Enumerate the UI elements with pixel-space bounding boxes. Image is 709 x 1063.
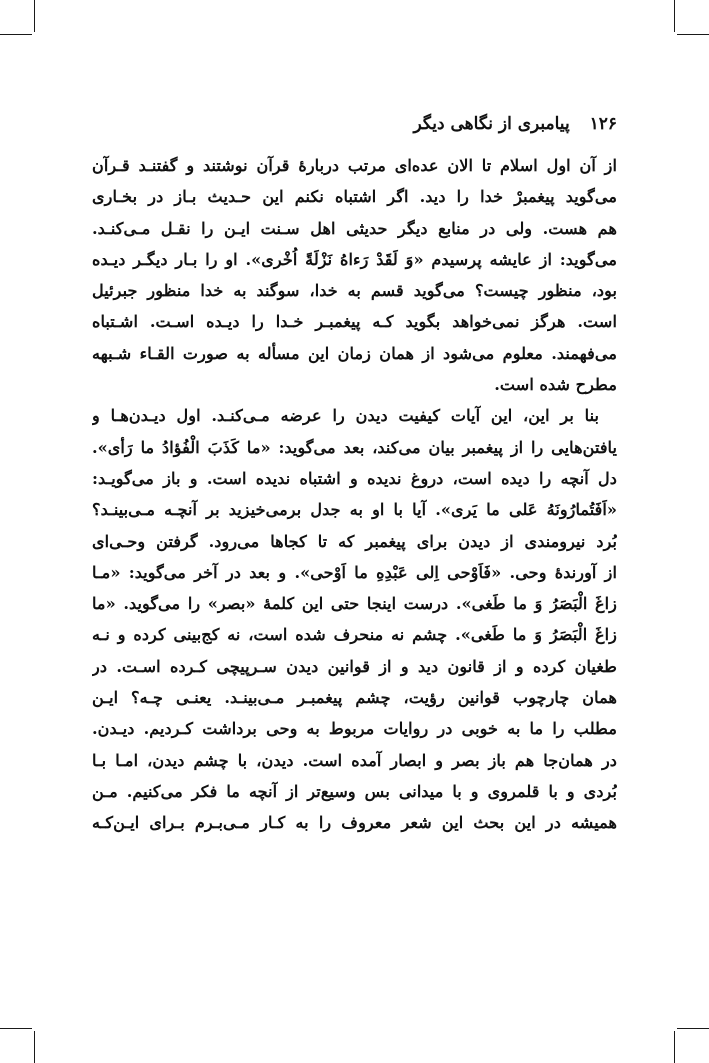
text-line: همیشه در این بحث این شعر معروف را به کـار مـی‌بـرم بـرای ایـن‌کـه bbox=[92, 813, 617, 833]
page-number: ۱۲۶ bbox=[589, 114, 617, 134]
text-line: زاغَ الْبَصَرُ وَ ما طَغى». چشم نه منحرف شده است، نه کج‌بینی کرده و نـه bbox=[92, 625, 617, 645]
text-line: می‌گوید پیغمبرْ خدا را دید. اگر اشتباه نکنم این حـدیث بـاز در بخـاری bbox=[92, 187, 617, 207]
crop-mark-bottom-right-horizontal bbox=[677, 1028, 709, 1029]
running-header bbox=[92, 114, 617, 142]
running-title: پیامبری از نگاهی دیگر bbox=[413, 114, 570, 134]
text-line: بنا بر این، این آیات کیفیت دیدن را عرضه مـی‌کنـد. اول دیـدن‌هـا و bbox=[92, 406, 599, 426]
crop-mark-top-left-vertical bbox=[34, 0, 35, 32]
text-line: یافتن‌هایی را از پیغمبر بیان می‌کند، بعد می‌گوید: «ما كَذَبَ الْفُؤادُ ما رَأى». bbox=[92, 437, 617, 457]
text-line: از آن اول اسلام تا الان عده‌ای مرتب دربارهٔ قرآن نوشتند و گفتنـد قـرآن bbox=[92, 156, 617, 175]
crop-mark-top-right-vertical bbox=[674, 0, 675, 32]
crop-mark-bottom-right-vertical bbox=[674, 1031, 675, 1063]
crop-mark-bottom-left-horizontal bbox=[0, 1028, 32, 1029]
text-line: است. هرگز نمی‌خواهد بگوید کـه پیغمبـر خـدا را دیـده اسـت. اشـتباه bbox=[92, 312, 617, 332]
text-line: مطلب را ما به خوبی در روایات مربوط به وحی برداشت کـردیم. دیـدن. bbox=[92, 719, 617, 739]
text-line: همان چارچوب قوانین رؤیت، چشم پیغمبـر مـی‌بینـد. یعنـی چـه؟ ایـن bbox=[92, 688, 617, 708]
text-line: بُردی و با قلمروی و با میدانی بس وسیع‌تر از آنچه ما فکر می‌کنیم. مـن bbox=[92, 781, 617, 801]
text-line: «اَفَتُمارُونَهُ عَلى ما يَرى». آیا با او به جدل برمی‌خیزید بر آنچـه مـی‌بینـد؟ bbox=[92, 500, 617, 520]
crop-mark-top-left-horizontal bbox=[0, 34, 32, 35]
text-line: می‌فهمند. معلوم می‌شود از همان زمان این مسأله به صورت القـاء شـبهه bbox=[92, 343, 617, 363]
text-line: دل آنچه را دیده است، دروغ ندیده و اشتباه ندیده است. و باز می‌گویـد: bbox=[92, 468, 617, 488]
text-line: طغیان کرده و از قانون دید و از قوانین دیدن سـرپیچی کـرده اسـت. در bbox=[92, 656, 617, 676]
crop-mark-top-right-horizontal bbox=[677, 34, 709, 35]
text-line: می‌گوید: از عایشه پرسیدم «وَ لَقَدْ رَءاهُ نَزْلَةً اُخْرى». او را بـار دیگـر دیـده bbox=[92, 249, 617, 269]
text-line: در همان‌جا هم باز بصر و ابصار آمده است. دیدن، با چشم دیدن، امـا بـا bbox=[92, 750, 617, 770]
text-line: بُرد نیرومندی از دیدن برای پیغمبر که تا کجاها می‌رود. گرفتن وحـی‌ای bbox=[92, 531, 617, 551]
text-line: از آورندهٔ وحی. «فَاَوْحى اِلى عَبْدِهِ ما اَوْحى». و بعد در آخر می‌گوید: «مـا bbox=[92, 562, 617, 582]
text-line: بود، منظور چیست؟ می‌گوید قسم به خدا، سوگند به خدا منظور جبرئیل bbox=[92, 281, 617, 301]
crop-mark-bottom-left-vertical bbox=[34, 1031, 35, 1063]
text-line: مطرح شده است. bbox=[494, 375, 617, 395]
body-text bbox=[92, 150, 617, 839]
text-line: زاغَ الْبَصَرُ وَ ما طَغى». درست اینجا حتی این کلمهٔ «بصر» را می‌گوید. «ما bbox=[92, 594, 617, 614]
text-line: هم هست. ولی در منابع دیگر حدیثی اهل سـنت ایـن را نقـل مـی‌کنـد. bbox=[92, 218, 617, 238]
